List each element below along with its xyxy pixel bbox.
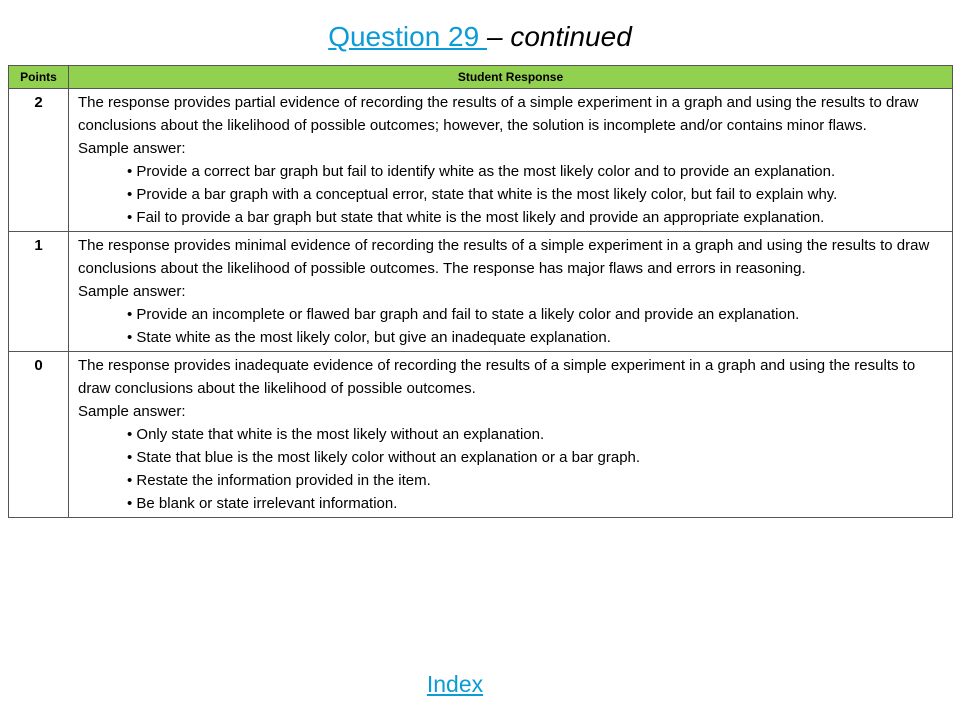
index-link[interactable]: Index (426, 671, 484, 697)
sample-answer-list (78, 423, 944, 515)
points-column-header: Points (9, 66, 69, 89)
list-item: • State that blue is the most likely color without an explanation or a bar graph. (127, 446, 944, 469)
list-item: • Provide an incomplete or flawed bar graph and fail to state a likely color and provide an explanation. (127, 303, 944, 326)
table-row (9, 352, 953, 518)
response-cell (69, 89, 953, 232)
list-item: • State white as the most likely color, but give an inadequate explanation. (127, 326, 944, 349)
response-cell (69, 352, 953, 518)
list-item: • Fail to provide a bar graph but state that white is the most likely and provide an appropriate explanation. (127, 206, 944, 229)
page-title (0, 20, 960, 54)
table-row (9, 89, 953, 232)
response-description: The response provides minimal evidence of recording the results of a simple experiment in a graph and using the results to draw conclusions about the likelihood of possible outcomes. The response has major flaws and errors in reasoning. (78, 237, 930, 277)
list-item: • Be blank or state irrelevant information. (127, 492, 944, 515)
points-cell: 2 (9, 89, 69, 232)
index-footer (0, 671, 910, 698)
response-description: The response provides partial evidence of recording the results of a simple experiment in a graph and using the results to draw conclusions about the likelihood of possible outcomes; however, the solution is incomplete and/or contains minor flaws. (78, 94, 919, 134)
rubric-table (8, 65, 953, 518)
points-cell: 1 (9, 232, 69, 352)
list-item: • Restate the information provided in the item. (127, 469, 944, 492)
sample-answer-list (78, 160, 944, 229)
sample-answer-label: Sample answer: (78, 283, 186, 300)
sample-answer-label: Sample answer: (78, 140, 186, 157)
question-link[interactable]: Question 29 (328, 21, 487, 52)
continued-label: – continued (486, 21, 632, 52)
response-description: The response provides inadequate evidence of recording the results of a simple experiment in a graph and using the results to draw conclusions about the likelihood of possible outcomes. (78, 357, 916, 397)
list-item: • Only state that white is the most likely without an explanation. (127, 423, 944, 446)
list-item: • Provide a correct bar graph but fail to identify white as the most likely color and to provide an explanation. (127, 160, 944, 183)
response-column-header: Student Response (69, 66, 953, 89)
response-cell (69, 232, 953, 352)
table-header-row (9, 66, 953, 89)
points-cell: 0 (9, 352, 69, 518)
list-item: • Provide a bar graph with a conceptual error, state that white is the most likely color, but fail to explain why. (127, 183, 944, 206)
sample-answer-label: Sample answer: (78, 403, 186, 420)
sample-answer-list (78, 303, 944, 349)
table-row (9, 232, 953, 352)
